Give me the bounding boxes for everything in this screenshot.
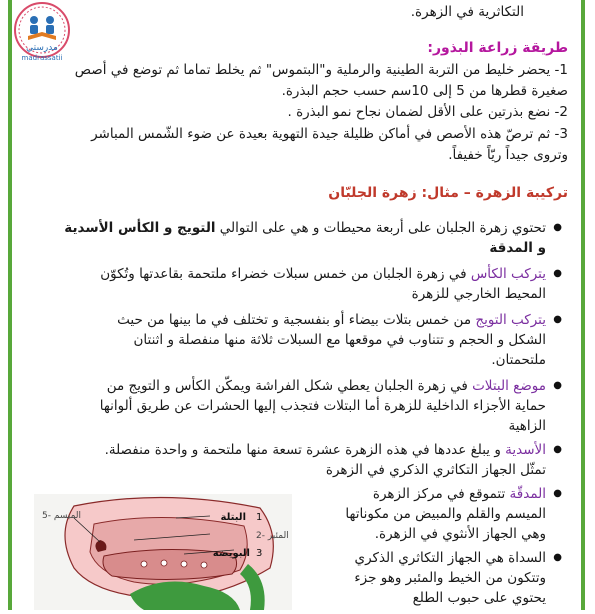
flower-diagram xyxy=(34,494,292,610)
b6-line2: الميسم والقلم والمبيض من مكوناتها xyxy=(345,506,546,522)
b4-line2: حماية الأجزاء الداخلية للزهرة أما البتلات فتجذب إليها الحشرات عن طريق ألوانها xyxy=(99,398,546,414)
b3-line3: ملتحمتان. xyxy=(491,352,546,368)
bullet-item xyxy=(36,376,564,436)
label-num1: 1 xyxy=(256,512,263,523)
b2-rest: في زهرة الجلبان من خمس سبلات خضراء ملتحمة بقاعدتها وتُكوّن xyxy=(100,266,471,282)
b1-line2: و المدقة xyxy=(489,240,546,256)
b4-rest: في زهرة الجلبان يعطي شكل الفراشة ويمكّن الكأس و التويج من xyxy=(106,378,473,394)
logo-subtext: madrassatii xyxy=(21,54,63,62)
b1-bold: التويج و الكأس الأسدية xyxy=(64,220,216,236)
seed-heading: طريقة زراعة البذور: xyxy=(427,40,568,56)
page-border-right xyxy=(581,0,585,610)
seed-step2: 2- نضع بذرتين على الأقل لضمان نجاح نمو البذرة . xyxy=(287,104,568,120)
b5-line2: تمثّل الجهاز التكاثري الذكري في الزهرة xyxy=(325,462,546,478)
b4-line3: الزاهية xyxy=(508,418,546,434)
bullet-item xyxy=(36,310,564,370)
label-stigma: 5- الميسم xyxy=(42,511,82,521)
label-num3: 3 xyxy=(256,548,263,559)
b6-term: المدقّة xyxy=(509,486,546,502)
label-ovule: البويضة xyxy=(212,548,250,559)
label-petal: البتلة xyxy=(220,512,246,523)
b3-line2: الشكل و الحجم و تتناوب في موقعها مع السبلات ثلاثة منها منفصلة و اثنتان xyxy=(133,332,546,348)
bullet-item xyxy=(36,264,564,304)
seed-step3-line2: وتروى جيداً ريّاً خفيفاً. xyxy=(448,147,568,163)
b7-line1: ● السداة هي الجهاز التكاثري الذكري xyxy=(354,550,546,566)
b5-rest: و يبلغ عددها في هذه الزهرة عشرة تسعة منها ملتحمة و واحدة منفصلة. xyxy=(104,442,506,458)
b7-line2: وتتكون من الخيط والمئبر وهو جزء xyxy=(354,570,546,586)
b6-line3: وهي الجهاز الأنثوي في الزهرة. xyxy=(374,526,546,542)
top-line: التكاثرية في الزهرة. xyxy=(410,4,524,20)
b3-rest: من خمس بتلات بيضاء أو بنفسجية و تختلف في ما بينها من حيث xyxy=(117,312,476,328)
madrassatii-logo xyxy=(12,2,72,72)
b2-term: يتركب الكأس xyxy=(470,266,546,282)
bullet-item xyxy=(36,440,564,480)
b3-term: يتركب التويج xyxy=(475,312,546,328)
b7-line3: يحتوي على حبوب الطلع xyxy=(412,590,546,606)
flower-heading: تركيبة الزهرة – مثال: زهرة الجلبّان xyxy=(328,185,568,201)
bullet-item xyxy=(36,218,564,258)
b4-term: موضع البتلات xyxy=(472,378,546,394)
b2-line2: المحيط الخارجي للزهرة xyxy=(411,286,546,302)
label-anther: 2- المئبر xyxy=(256,531,289,541)
seed-step3-line1: 3- ثم ترصّ هذه الأصص في أماكن ظليلة جيدة التهوية بعيدة عن ضوء الشّمس المباشر xyxy=(91,126,568,142)
b6-rest: تتموقع في مركز الزهرة xyxy=(372,486,510,502)
logo-text: مدرستي xyxy=(26,43,58,53)
b1-text: تحتوي زهرة الجلبان على أربعة محيطات و هي على التوالي xyxy=(215,220,546,236)
b5-term: الأسدية xyxy=(505,442,546,458)
seed-step1-line1: 1- يحضر خليط من التربة الطينية والرملية و"البتموس" ثم يخلط تماما ثم توضع في أصص xyxy=(74,62,568,78)
page-border-left xyxy=(8,0,12,610)
seed-step1-line2: صغيرة قطرها من 5 إلى 10سم حسب حجم البذرة. xyxy=(281,83,568,99)
